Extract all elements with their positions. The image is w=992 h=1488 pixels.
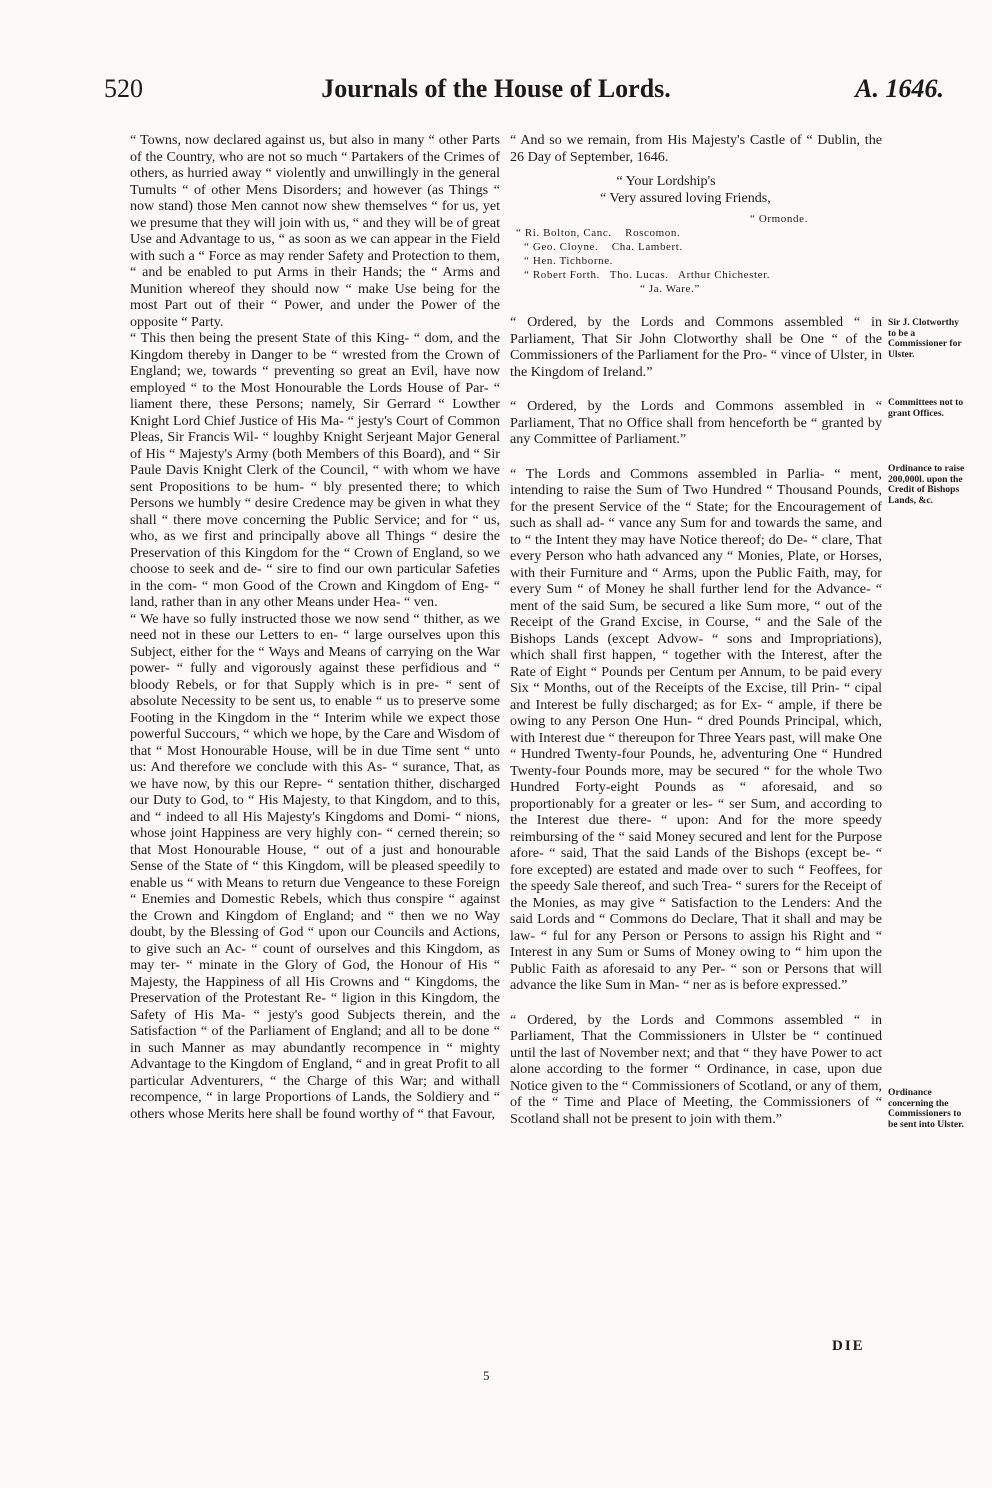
order-committees: “ Ordered, by the Lords and Commons assembled in “ Parliament, That no Office shall from henceforth be “ granted by any Committee of Parliament.” bbox=[510, 398, 882, 447]
left-paragraph-1: “ Towns, now declared against us, but also in many “ other Parts of the Country, who are not so much “ Partakers of the Crimes of others, as hurried away “ violently and unwillingly in the general Tumults “ of other Mens Disorders; and however (as Things “ now stand) those Men cannot now shew themselves “ for us, yet we presume that they will join with us, “ and they will be of great Use and Advantage to us, “ as soon as we can appear in the Field with such a “ Force as may render Safety and Protection to them, “ and be enabled to put Arms in their Hands; the “ Arms and Munition whereof they should now “ make Use being for the most Part out of their “ Power, and under the Power of the opposite “ Party. bbox=[130, 132, 500, 330]
signature-row: “ Ri. Bolton, Canc. Roscomon. bbox=[516, 227, 681, 239]
signature-ormonde: “ Ormonde. bbox=[750, 213, 808, 225]
running-year: A. 1646. bbox=[855, 74, 944, 103]
page-header bbox=[0, 74, 992, 114]
signature-row: “ Geo. Cloyne. Cha. Lambert. bbox=[524, 241, 683, 253]
left-paragraph-2: “ This then being the present State of this King- “ dom, and the Kingdom thereby in Danger to be “ wrested from the Crown of England; we, towards “ preventing so great an Evil, have now employed “ to the Most Honourable the Lords House of Par- “ liament there, these Persons; namely, Sir Gerrard “ Lowther Knight Lord Chief Justice of His Ma- “ jesty's Court of Common Pleas, Sir Francis Wil- “ loughby Knight Serjeant Major General of His “ Majesty's Army (both Members of this Board), and “ Sir Paule Davis Knight Clerk of the Council, “ with whom we have sent Propositions to be hum- “ bly presented there; to which Persons we humbly “ desire Credence may be given in what they shall “ there move concerning the Public Service; and for “ us, who, as we first and principally above all Things “ desire the Preservation of this Kingdom for the “ Crown of England, so we choose to seek and de- “ sire to find our own particular Safeties in the com- “ mon Good of the Crown and Kingdom of Eng- “ land, rather than in any other Means under Hea- “ ven. bbox=[130, 330, 500, 610]
signatures bbox=[510, 212, 882, 296]
signature-row: “ Hen. Tichborne. bbox=[524, 255, 614, 267]
running-title: Journals of the House of Lords. bbox=[321, 74, 671, 103]
margin-note-committees: Committees not to grant Offices. bbox=[888, 397, 964, 419]
left-paragraph-3: “ We have so fully instructed those we now send “ thither, as we need not in these our Letters to en- “ large ourselves upon this Subject, either for the “ Ways and Means of carrying on the War power- “ fully and vigorously against these perfidious and “ bloody Rebels, or for that Supply which is in pre- “ sent of absolute Necessity to be sent us, to enable “ us to preserve some Footing in the Kingdom in the “ Interim while we expect those powerful Succours, “ which we hope, by the Care and Wisdom of that “ Most Honourable House, will be in due Time sent “ unto us: And therefore we conclude with this As- “ surance, That, as we have now, by this our Repre- “ sentation thither, discharged our Duty to God, to “ His Majesty, to that Kingdom, and to this, and “ indeed to all His Majesty's Kingdoms and Domi- “ nions, whose joint Happiness are very highly con- “ cerned therein; so that Most Honourable House, “ out of a just and honourable Sense of the State of “ this Kingdom, will be pleased speedily to enable us “ with Means to return due Vengeance to these Foreign “ Enemies and Domestic Rebels, which thus conspire “ against the Crown and Kingdom of England; and “ then we no Way doubt, by the Blessing of God “ upon our Councils and Actions, to give such an Ac- “ count of ourselves and this Kingdom, as may ter- “ minate in the Glory of God, the Honour of His “ Majesty, the Happiness of all His Crowns and “ Kingdoms, the Preservation of the Protestant Re- “ ligion in this Kingdom, the Safety of His Ma- “ jesty's good Subjects therein, and the Satisfaction “ of the Parliament of England; and all to be done “ in such Manner as may abundantly recompence in “ mighty Advantage to the Kingdom of England, “ and in great Profit to all particular Adventurers, “ the Charge of this War; and withall recompence, “ in large Proportions of Lands, the Soldiery and “ others whose Merits here shall be found worthy of “ that Favour, bbox=[130, 610, 500, 1122]
loving-friends: “ Very assured loving Friends, bbox=[600, 189, 771, 206]
signature-mark: 5 bbox=[483, 1368, 490, 1383]
signature-row: “ Robert Forth. Tho. Lucas. Arthur Chichester. bbox=[524, 269, 771, 281]
left-column bbox=[130, 132, 500, 1122]
order-clotworthy: “ Ordered, by the Lords and Commons assembled “ in Parliament, That Sir John Clotworthy shall be One “ of the Commissioners of the Parliament for the Pro- “ vince of Ulster, in the Kingdom of Ireland.” bbox=[510, 314, 882, 380]
margin-note-clotworthy: Sir J. Clotworthy to be a Commissioner for Ulster. bbox=[888, 317, 962, 360]
order-ulster-commissioners: “ Ordered, by the Lords and Commons assembled “ in Parliament, That the Commissioners in Ulster be “ continued until the last of November next; and that “ they have Power to act alone according to the former “ Ordinance, in case, upon due Notice given to the “ Commissioners of Scotland, or any of them, of the “ Time and Place of Meeting, the Commissioners of “ Scotland shall not be present to join with them.” bbox=[510, 1011, 882, 1127]
margin-note-ulster: Ordinance concerning the Commissioners to be sent into Ulster. bbox=[888, 1087, 964, 1130]
margin-note-ordinance: Ordinance to raise 200,000l. upon the Credit of Bishops Lands, &c. bbox=[888, 463, 965, 506]
right-column bbox=[510, 132, 882, 1127]
catchword: DIE bbox=[832, 1338, 865, 1354]
ordinance-200000: “ The Lords and Commons assembled in Parlia- “ ment, intending to raise the Sum of Two Hundred “ Thousand Pounds, for the present Service of the “ State; for the Encouragement of such as shall ad- “ vance any Sum for and towards the same, and to “ the Intent they may have Notice thereof; do De- “ clare, That every Person who hath advanced any “ Monies, Plate, or Horses, with their Furniture and “ Arms, upon the Public Faith, may, for every Sum “ of Money he shall further lend for the Advance- “ ment of the said Sum, be secured a like Sum more, “ out of the Receipt of the Grand Excise, in Course, “ and the Sale of the Bishops Lands (except Advow- “ sons and Impropriations), which shall first happen, “ together with the Interest, after the Rate of Eight “ Pounds per Centum per Annum, to be paid every Six “ Months, out of the Receipts of the Excise, till Prin- “ cipal and Interest be fully discharged; as for Ex- “ ample, if there be owing to any Person One Hun- “ dred Pounds Principal, which, with Interest due “ thereupon for Three Years past, will make One “ Hundred Twenty-four Pounds, he, adventuring One “ Hundred Twenty-four Pounds more, may be secured “ for the whole Two Hundred Forty-eight Pounds as “ aforesaid, and so proportionably for a greater or les- “ ser Sum, and according to the Interest due there- “ upon: And for the more speedy reimbursing of the “ said Money secured and lent for the Purpose afore- “ said, That the said Lands of the Bishops (except be- “ fore excepted) are estated and made over to such “ Feoffees, for the speedy Sale thereof, and such Trea- “ surers for the Receipt of the Monies, as may give “ Satisfaction to the Lenders: And the said Lords and “ Commons do Declare, That it shall and may be law- “ ful for any Person or Persons to assign his Right and “ Interest in any Sum or Sums of Money owing to “ him upon the Public Faith as aforesaid to any Per- “ son or Persons that will advance the like Sum in Man- “ ner as is before expressed.” bbox=[510, 465, 882, 993]
page-number: 520 bbox=[104, 74, 143, 103]
signature-row: “ Ja. Ware.” bbox=[640, 283, 700, 295]
your-lordships: “ Your Lordship's bbox=[616, 173, 716, 189]
letter-closing: “ And so we remain, from His Majesty's Castle of “ Dublin, the 26 Day of September, 1646. bbox=[510, 132, 882, 165]
